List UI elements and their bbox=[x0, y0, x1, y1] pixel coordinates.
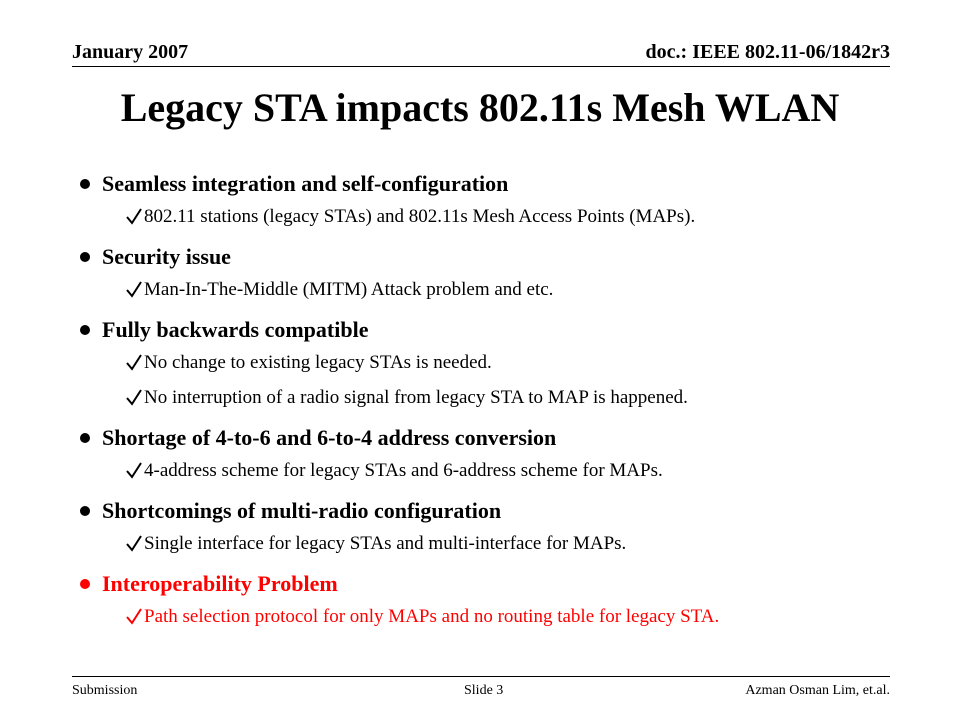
bullet-dot-icon bbox=[80, 325, 90, 335]
bullet-heading: Security issue bbox=[102, 244, 231, 269]
footer-authors: Azman Osman Lim, et.al. bbox=[745, 683, 890, 698]
bullet-dot-icon bbox=[80, 179, 90, 189]
checkmark-icon bbox=[126, 207, 142, 225]
footer-submission: Submission bbox=[72, 683, 138, 698]
footer-rule bbox=[72, 676, 890, 677]
header-doc-id: doc.: IEEE 802.11-06/1842r3 bbox=[645, 41, 890, 63]
checkmark-icon bbox=[126, 607, 142, 625]
bullet-dot-icon bbox=[80, 506, 90, 516]
header-rule bbox=[72, 66, 890, 67]
slide-title: Legacy STA impacts 802.11s Mesh WLAN bbox=[120, 85, 840, 130]
sub-bullet-text: 4-address scheme for legacy STAs and 6-address scheme for MAPs. bbox=[144, 460, 663, 481]
header-date: January 2007 bbox=[72, 41, 189, 63]
bullet-dot-icon bbox=[80, 252, 90, 262]
bullet-heading: Interoperability Problem bbox=[102, 571, 338, 596]
bullet-heading: Seamless integration and self-configuration bbox=[102, 171, 509, 196]
sub-bullet-text: No change to existing legacy STAs is needed. bbox=[144, 352, 492, 373]
sub-bullet-text: Man-In-The-Middle (MITM) Attack problem and etc. bbox=[144, 279, 554, 300]
sub-bullet-text: No interruption of a radio signal from legacy STA to MAP is happened. bbox=[144, 387, 688, 408]
sub-bullet-text: 802.11 stations (legacy STAs) and 802.11s Mesh Access Points (MAPs). bbox=[144, 206, 696, 227]
sub-bullet-text: Path selection protocol for only MAPs and no routing table for legacy STA. bbox=[144, 606, 720, 627]
checkmark-icon bbox=[126, 461, 142, 479]
bullet-dot-icon bbox=[80, 433, 90, 443]
checkmark-icon bbox=[126, 534, 142, 552]
footer-slide-number: Slide 3 bbox=[464, 683, 504, 698]
checkmark-icon bbox=[126, 353, 142, 371]
checkmark-icon bbox=[126, 388, 142, 406]
sub-bullet-text: Single interface for legacy STAs and multi-interface for MAPs. bbox=[144, 533, 627, 554]
bullet-heading: Fully backwards compatible bbox=[102, 317, 369, 342]
bullet-heading: Shortcomings of multi-radio configuration bbox=[102, 498, 502, 523]
bullet-heading: Shortage of 4-to-6 and 6-to-4 address conversion bbox=[102, 425, 557, 450]
checkmark-icon bbox=[126, 280, 142, 298]
bullet-dot-icon bbox=[80, 579, 90, 589]
